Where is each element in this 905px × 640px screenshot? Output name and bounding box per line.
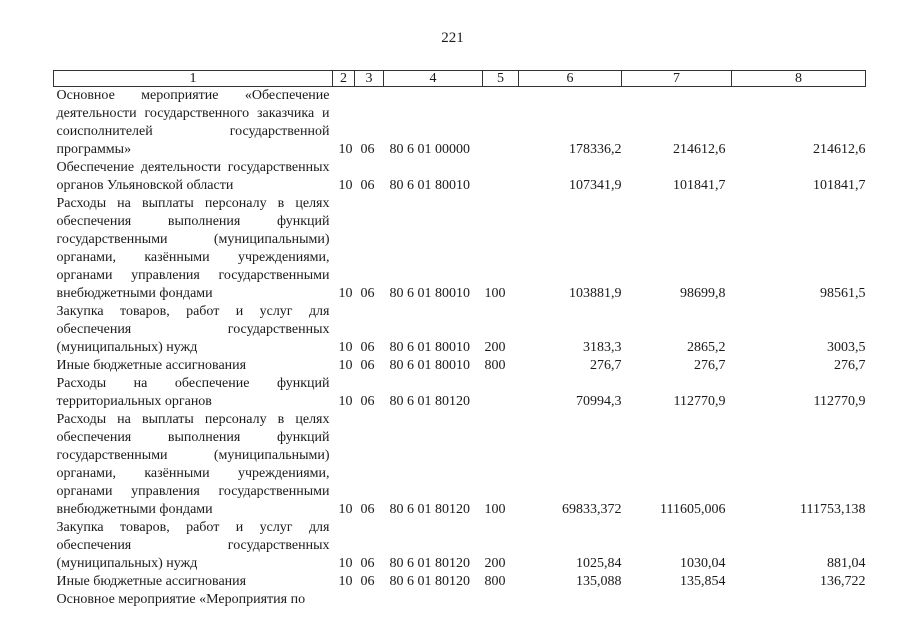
row-value-7: 276,7 (694, 358, 726, 373)
page-number: 221 (441, 30, 464, 46)
row-subsection: 06 (360, 556, 375, 571)
row-expense-type (483, 591, 519, 609)
table-row (54, 573, 866, 591)
row-target-item: 80 6 01 00000 (389, 142, 470, 157)
row-target-item: 80 6 01 80120 (389, 394, 470, 409)
header-cell-2: 2 (333, 71, 355, 87)
row-target-item: 80 6 01 80120 (389, 574, 470, 589)
row-subsection (355, 591, 384, 609)
header-cell-4: 4 (384, 71, 483, 87)
row-expense-type: 200 (484, 556, 506, 571)
row-name: Расходы на обеспечение функций территориальных органов (56, 376, 330, 409)
row-value-6: 107341,9 (569, 178, 622, 193)
row-value-6: 70994,3 (576, 394, 622, 409)
row-expense-type: 200 (484, 340, 506, 355)
table-row (54, 375, 866, 411)
row-name: Иные бюджетные ассигнования (56, 574, 247, 589)
row-target-item (384, 591, 483, 609)
row-name: Закупка товаров, работ и услуг для обеспечения государственных (муниципальных) нужд (56, 520, 330, 571)
row-subsection: 06 (360, 142, 375, 157)
row-value-7: 1030,04 (680, 556, 726, 571)
row-value-7: 101841,7 (673, 178, 726, 193)
table-row (54, 303, 866, 357)
row-expense-type: 800 (484, 358, 506, 373)
row-section: 10 (338, 502, 353, 517)
table-row (54, 159, 866, 195)
row-value-6 (519, 591, 622, 609)
row-value-7: 111605,006 (660, 502, 726, 517)
row-name: Иные бюджетные ассигнования (56, 358, 247, 373)
row-value-7 (622, 591, 732, 609)
table-row (54, 519, 866, 573)
table-row (54, 195, 866, 303)
row-name: Обеспечение деятельности государственных органов Ульяновской области (56, 160, 330, 193)
row-value-8: 276,7 (834, 358, 866, 373)
row-name: Расходы на выплаты персоналу в целях обеспечения выполнения функций государственными (муниципальными) органами, казёнными учреждениями, органами управления государственными внебюджетными фондами (56, 196, 330, 301)
row-value-6: 178336,2 (569, 142, 622, 157)
row-name: Основное мероприятие «Мероприятия по (56, 592, 306, 607)
row-subsection: 06 (360, 574, 375, 589)
table-row (54, 357, 866, 375)
table-row (54, 411, 866, 519)
row-section: 10 (338, 340, 353, 355)
header-cell-8: 8 (732, 71, 866, 87)
row-value-7: 2865,2 (687, 340, 726, 355)
row-expense-type: 800 (484, 574, 506, 589)
table-header (54, 71, 866, 87)
row-subsection: 06 (360, 394, 375, 409)
row-target-item: 80 6 01 80010 (389, 340, 470, 355)
row-section: 10 (338, 394, 353, 409)
row-name: Закупка товаров, работ и услуг для обеспечения государственных (муниципальных) нужд (56, 304, 330, 355)
row-subsection: 06 (360, 502, 375, 517)
row-section: 10 (338, 286, 353, 301)
row-value-6: 103881,9 (569, 286, 622, 301)
row-subsection: 06 (360, 358, 375, 373)
row-value-8 (732, 591, 866, 609)
row-target-item: 80 6 01 80010 (389, 286, 470, 301)
header-cell-5: 5 (483, 71, 519, 87)
header-cell-7: 7 (622, 71, 732, 87)
row-expense-type (483, 87, 519, 160)
row-expense-type (483, 375, 519, 411)
row-section (333, 591, 355, 609)
header-cell-3: 3 (355, 71, 384, 87)
row-value-8: 214612,6 (813, 142, 866, 157)
row-value-6: 135,088 (576, 574, 622, 589)
row-target-item: 80 6 01 80120 (389, 502, 470, 517)
table-row (54, 591, 866, 609)
row-name: Расходы на выплаты персоналу в целях обеспечения выполнения функций государственными (муниципальными) органами, казёнными учреждениями, органами управления государственными внебюджетными фондами (56, 412, 330, 517)
row-value-8: 101841,7 (813, 178, 866, 193)
row-expense-type: 100 (484, 286, 506, 301)
row-name: Основное мероприятие «Обеспечение деятельности государственного заказчика и соисполнителей государственной программы» (56, 88, 330, 157)
row-section: 10 (338, 178, 353, 193)
row-value-8: 98561,5 (820, 286, 866, 301)
row-target-item: 80 6 01 80010 (389, 358, 470, 373)
row-subsection: 06 (360, 286, 375, 301)
row-section: 10 (338, 574, 353, 589)
row-value-7: 214612,6 (673, 142, 726, 157)
row-section: 10 (338, 556, 353, 571)
header-row (54, 71, 866, 87)
row-subsection: 06 (360, 178, 375, 193)
row-value-8: 136,722 (820, 574, 866, 589)
row-expense-type (483, 159, 519, 195)
row-target-item: 80 6 01 80120 (389, 556, 470, 571)
row-section: 10 (338, 142, 353, 157)
table-body (54, 87, 866, 610)
row-value-7: 135,854 (680, 574, 726, 589)
row-section: 10 (338, 358, 353, 373)
row-value-8: 111753,138 (800, 502, 866, 517)
row-value-6: 69833,372 (562, 502, 622, 517)
row-value-6: 276,7 (590, 358, 622, 373)
row-value-6: 3183,3 (583, 340, 622, 355)
row-value-8: 3003,5 (827, 340, 866, 355)
row-value-7: 98699,8 (680, 286, 726, 301)
row-value-8: 112770,9 (813, 394, 866, 409)
header-cell-6: 6 (519, 71, 622, 87)
table-row (54, 87, 866, 160)
row-target-item: 80 6 01 80010 (389, 178, 470, 193)
header-cell-1: 1 (54, 71, 333, 87)
row-value-6: 1025,84 (576, 556, 622, 571)
row-value-7: 112770,9 (673, 394, 726, 409)
row-value-8: 881,04 (827, 556, 866, 571)
row-expense-type: 100 (484, 502, 506, 517)
row-subsection: 06 (360, 340, 375, 355)
budget-table (53, 70, 866, 609)
